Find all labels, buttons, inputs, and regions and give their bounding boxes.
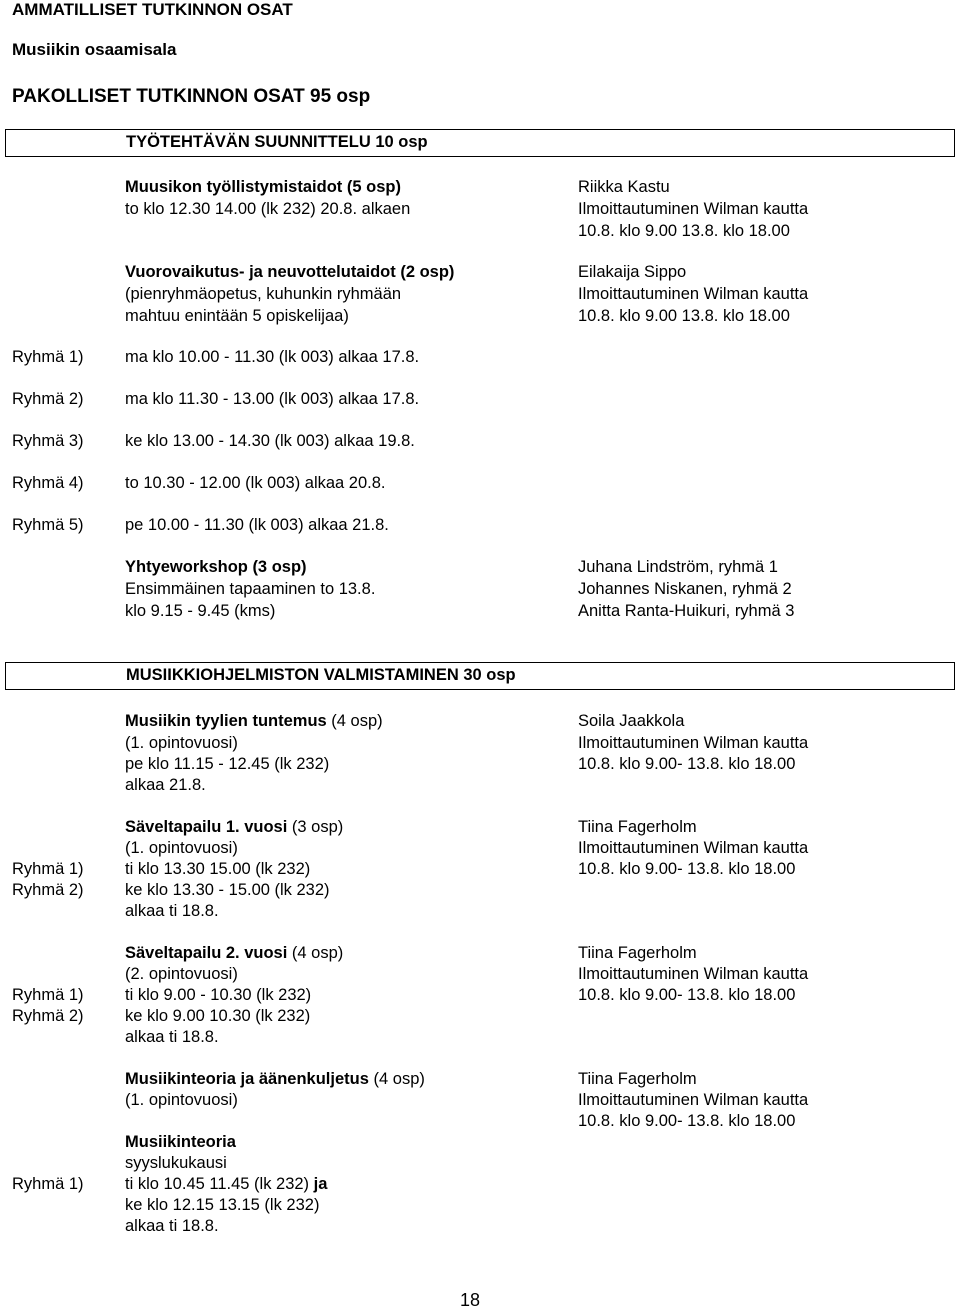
group-time: ke klo 9.00 10.30 (lk 232): [125, 1007, 311, 1025]
course-line: pe klo 11.15 - 12.45 (lk 232): [125, 755, 330, 773]
group-label: Ryhmä 1): [12, 348, 84, 366]
group-label: Ryhmä 5): [12, 516, 84, 534]
teacher-name: Tiina Fagerholm: [578, 818, 697, 836]
teacher-name: Johannes Niskanen, ryhmä 2: [578, 580, 792, 598]
course-line: alkaa ti 18.8.: [125, 902, 219, 920]
group-label: Ryhmä 1): [12, 1175, 84, 1193]
group-label: Ryhmä 4): [12, 474, 84, 492]
group-time: ti klo 9.00 - 10.30 (lk 232): [125, 986, 312, 1004]
doc-subheading: Musiikin osaamisala: [12, 40, 177, 59]
teacher-name: Anitta Ranta-Huikuri, ryhmä 3: [578, 602, 795, 620]
enrol-line: Ilmoittautuminen Wilman kautta: [578, 965, 809, 983]
group-time: ma klo 11.30 - 13.00 (lk 003) alkaa 17.8.: [125, 390, 420, 408]
section-box-1-label: TYÖTEHTÄVÄN SUUNNITTELU 10 osp: [126, 133, 428, 151]
course-title: Säveltapailu 2. vuosi (4 osp): [125, 944, 344, 962]
group-time: ma klo 10.00 - 11.30 (lk 003) alkaa 17.8.: [125, 348, 420, 366]
teacher-name: Eilakaija Sippo: [578, 263, 687, 281]
course-title: Musiikinteoria ja äänenkuljetus (4 osp): [125, 1070, 425, 1088]
group-label: Ryhmä 1): [12, 860, 84, 878]
teacher-name: Tiina Fagerholm: [578, 944, 697, 962]
course-title: Säveltapailu 1. vuosi (3 osp): [125, 818, 344, 836]
course-line: mahtuu enintään 5 opiskelijaa): [125, 307, 349, 325]
group-label: Ryhmä 2): [12, 881, 84, 899]
group-label: Ryhmä 1): [12, 986, 84, 1004]
enrol-dates: 10.8. klo 9.00- 13.8. klo 18.00: [578, 986, 796, 1004]
enrol-line: Ilmoittautuminen Wilman kautta: [578, 839, 809, 857]
group-label: Ryhmä 3): [12, 432, 84, 450]
course-line: klo 9.15 - 9.45 (kms): [125, 602, 276, 620]
enrol-dates: 10.8. klo 9.00- 13.8. klo 18.00: [578, 860, 796, 878]
course-line: alkaa ti 18.8.: [125, 1028, 219, 1046]
group-time: ke klo 13.00 - 14.30 (lk 003) alkaa 19.8.: [125, 432, 415, 450]
course-line: syyslukukausi: [125, 1154, 227, 1172]
teacher-name: Soila Jaakkola: [578, 712, 685, 730]
course-title: Musiikin tyylien tuntemus (4 osp): [125, 712, 383, 730]
teacher-name: Riikka Kastu: [578, 178, 670, 196]
enrol-line: Ilmoittautuminen Wilman kautta: [578, 734, 809, 752]
course-subtitle: Musiikinteoria: [125, 1133, 236, 1151]
enrol-dates: 10.8. klo 9.00 13.8. klo 18.00: [578, 222, 790, 240]
course-line: (pienryhmäopetus, kuhunkin ryhmään: [125, 285, 402, 303]
section-heading: PAKOLLISET TUTKINNON OSAT 95 osp: [12, 86, 371, 107]
course-line: (2. opintovuosi): [125, 965, 238, 983]
group-time: ti klo 13.30 15.00 (lk 232): [125, 860, 311, 878]
course-title: Yhtyeworkshop (3 osp): [125, 558, 307, 576]
course-line: alkaa ti 18.8.: [125, 1217, 219, 1235]
group-time: ke klo 12.15 13.15 (lk 232): [125, 1196, 320, 1214]
enrol-line: Ilmoittautuminen Wilman kautta: [578, 1091, 809, 1109]
enrol-line: Ilmoittautuminen Wilman kautta: [578, 285, 809, 303]
section-box-2: [5, 662, 955, 690]
enrol-dates: 10.8. klo 9.00- 13.8. klo 18.00: [578, 1112, 796, 1130]
course-line: alkaa 21.8.: [125, 776, 206, 794]
course-title: Vuorovaikutus- ja neuvottelutaidot (2 osp): [125, 263, 455, 281]
teacher-name: Tiina Fagerholm: [578, 1070, 697, 1088]
course-line: (1. opintovuosi): [125, 839, 238, 857]
group-time: to 10.30 - 12.00 (lk 003) alkaa 20.8.: [125, 474, 386, 492]
course-line: Ensimmäinen tapaaminen to 13.8.: [125, 580, 376, 598]
course-line: (1. opintovuosi): [125, 734, 238, 752]
group-time: ti klo 10.45 11.45 (lk 232) ja: [125, 1175, 328, 1193]
doc-heading: AMMATILLISET TUTKINNON OSAT: [12, 0, 293, 19]
course-line: to klo 12.30 14.00 (lk 232) 20.8. alkaen: [125, 200, 411, 218]
course-line: (1. opintovuosi): [125, 1091, 238, 1109]
group-label: Ryhmä 2): [12, 1007, 84, 1025]
course-title: Muusikon työllistymistaidot (5 osp): [125, 178, 401, 196]
enrol-dates: 10.8. klo 9.00- 13.8. klo 18.00: [578, 755, 796, 773]
page-number: 18: [460, 1290, 481, 1310]
section-box-1: [5, 129, 955, 157]
teacher-name: Juhana Lindström, ryhmä 1: [578, 558, 778, 576]
enrol-line: Ilmoittautuminen Wilman kautta: [578, 200, 809, 218]
section-box-2-label: MUSIIKKIOHJELMISTON VALMISTAMINEN 30 osp: [126, 666, 516, 684]
enrol-dates: 10.8. klo 9.00 13.8. klo 18.00: [578, 307, 790, 325]
group-time: pe 10.00 - 11.30 (lk 003) alkaa 21.8.: [125, 516, 389, 534]
group-time: ke klo 13.30 - 15.00 (lk 232): [125, 881, 330, 899]
group-label: Ryhmä 2): [12, 390, 84, 408]
